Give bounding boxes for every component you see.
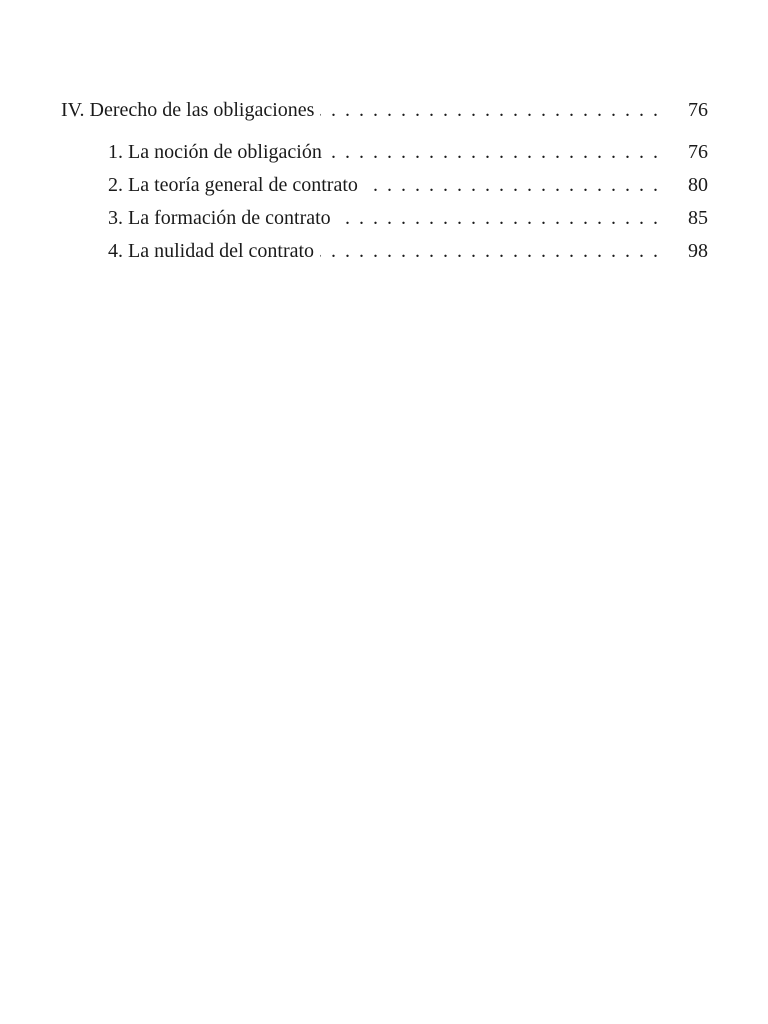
toc-item-4: [108, 239, 708, 263]
toc-item-title: 4. La nulidad del contrato: [108, 240, 315, 262]
toc-item-title: 1. La noción de obligación: [108, 141, 322, 163]
toc-dot-leader: [320, 98, 660, 122]
toc-dot-leader: [364, 173, 660, 197]
toc-page-number: 76: [688, 141, 708, 163]
toc-item-title: 2. La teoría general de contrato: [108, 174, 358, 196]
toc-item-2: [108, 173, 708, 197]
toc-section-iv: [61, 98, 708, 122]
toc-item-title: 3. La formación de contrato: [108, 207, 331, 229]
toc-dot-leader: [337, 206, 660, 230]
toc-page-number: 85: [688, 207, 708, 229]
toc-dot-leader: [328, 140, 660, 164]
toc-section-title: IV. Derecho de las obligaciones: [61, 99, 315, 121]
toc-item-1: [108, 140, 708, 164]
toc-item-3: [108, 206, 708, 230]
toc-page-number: 98: [688, 240, 708, 262]
toc-page-number: 76: [688, 99, 708, 121]
toc-dot-leader: [320, 239, 660, 263]
toc-page-number: 80: [688, 174, 708, 196]
